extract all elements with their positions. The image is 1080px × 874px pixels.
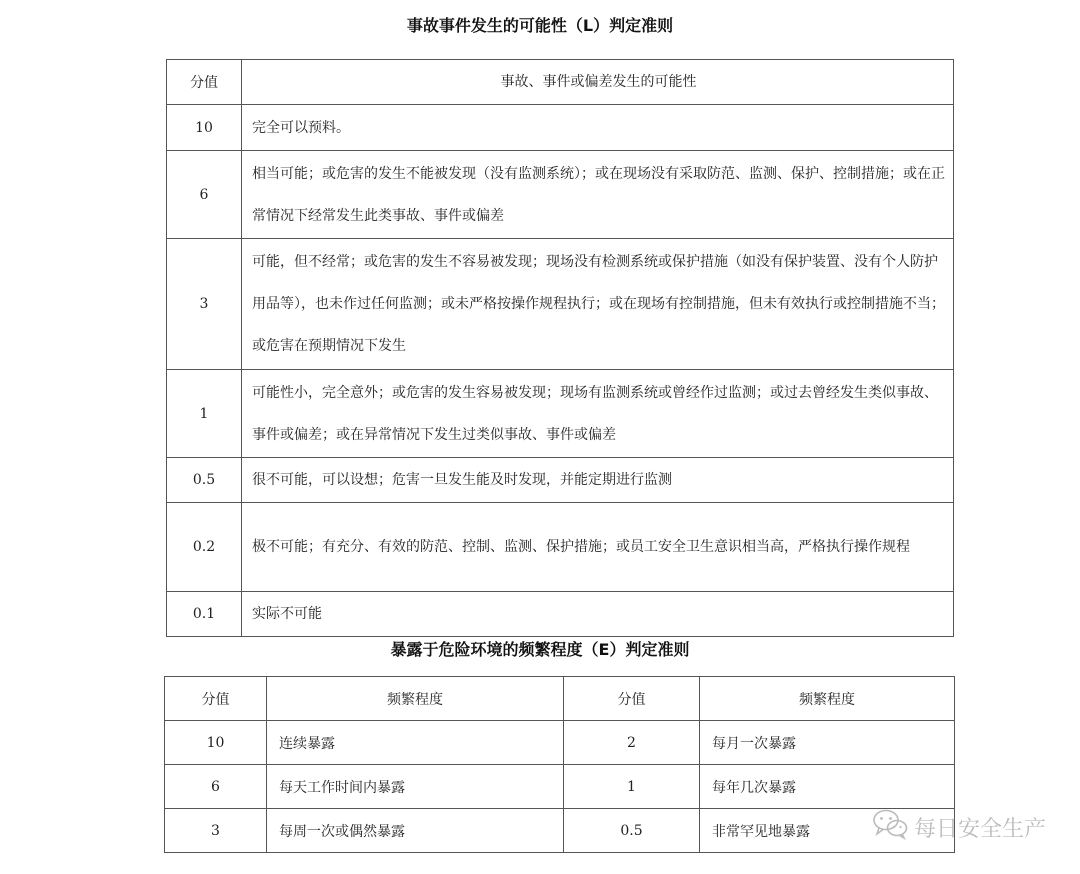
row-description: 实际不可能 xyxy=(242,592,954,637)
header-frequency: 频繁程度 xyxy=(267,677,564,721)
row-value: 2 xyxy=(564,721,700,765)
row-description: 完全可以预料。 xyxy=(242,105,954,151)
row-frequency: 连续暴露 xyxy=(267,721,564,765)
row-frequency: 每天工作时间内暴露 xyxy=(267,765,564,809)
table-row xyxy=(167,151,954,239)
watermark-text: 每日安全生产 xyxy=(913,816,1046,842)
row-description: 很不可能，可以设想；危害一旦发生能及时发现，并能定期进行监测 xyxy=(242,458,954,503)
exposure-frequency-table xyxy=(164,676,955,853)
watermark xyxy=(872,808,1046,846)
table-l-title: 事故事件发生的可能性（L）判定准则 xyxy=(406,16,674,35)
header-value: 分值 xyxy=(167,60,242,105)
wechat-icon xyxy=(872,808,908,846)
row-value: 6 xyxy=(167,151,242,239)
table-row xyxy=(167,503,954,592)
row-value: 3 xyxy=(165,809,267,853)
row-description: 相当可能；或危害的发生不能被发现（没有监测系统）；或在现场没有采取防范、监测、保护、控制措施；或在正常情况下经常发生此类事故、事件或偏差 xyxy=(242,151,954,239)
table-row xyxy=(167,239,954,370)
row-frequency: 非常罕见地暴露 xyxy=(700,809,955,853)
row-value: 10 xyxy=(165,721,267,765)
row-value: 0.5 xyxy=(167,458,242,503)
header-frequency: 频繁程度 xyxy=(700,677,955,721)
row-value: 6 xyxy=(165,765,267,809)
row-description: 可能，但不经常；或危害的发生不容易被发现；现场没有检测系统或保护措施（如没有保护装置、没有个人防护用品等），也未作过任何监测；或未严格按操作规程执行；或在现场有控制措施，但未有效执行或控制措施不当；或危害在预期情况下发生 xyxy=(242,239,954,370)
table-header-row xyxy=(165,677,955,721)
row-description: 可能性小，完全意外；或危害的发生容易被发现；现场有监测系统或曾经作过监测；或过去曾经发生类似事故、事件或偏差；或在异常情况下发生过类似事故、事件或偏差 xyxy=(242,370,954,458)
table-row xyxy=(167,458,954,503)
row-value: 1 xyxy=(564,765,700,809)
header-value: 分值 xyxy=(564,677,700,721)
row-value: 0.1 xyxy=(167,592,242,637)
row-value: 3 xyxy=(167,239,242,370)
table-e-title: 暴露于危险环境的频繁程度（E）判定准则 xyxy=(390,640,690,659)
row-value: 10 xyxy=(167,105,242,151)
row-value: 0.5 xyxy=(564,809,700,853)
row-frequency: 每周一次或偶然暴露 xyxy=(267,809,564,853)
table-row xyxy=(167,592,954,637)
table-header-row xyxy=(167,60,954,105)
table-row xyxy=(165,765,955,809)
row-frequency: 每月一次暴露 xyxy=(700,721,955,765)
table-row xyxy=(165,721,955,765)
header-value: 分值 xyxy=(165,677,267,721)
table-row xyxy=(167,105,954,151)
row-value: 0.2 xyxy=(167,503,242,592)
table-row xyxy=(167,370,954,458)
header-description: 事故、事件或偏差发生的可能性 xyxy=(242,60,954,105)
table-row xyxy=(165,809,955,853)
row-frequency: 每年几次暴露 xyxy=(700,765,955,809)
row-description: 极不可能；有充分、有效的防范、控制、监测、保护措施；或员工安全卫生意识相当高，严格执行操作规程 xyxy=(242,503,954,592)
row-value: 1 xyxy=(167,370,242,458)
likelihood-table xyxy=(166,59,954,637)
